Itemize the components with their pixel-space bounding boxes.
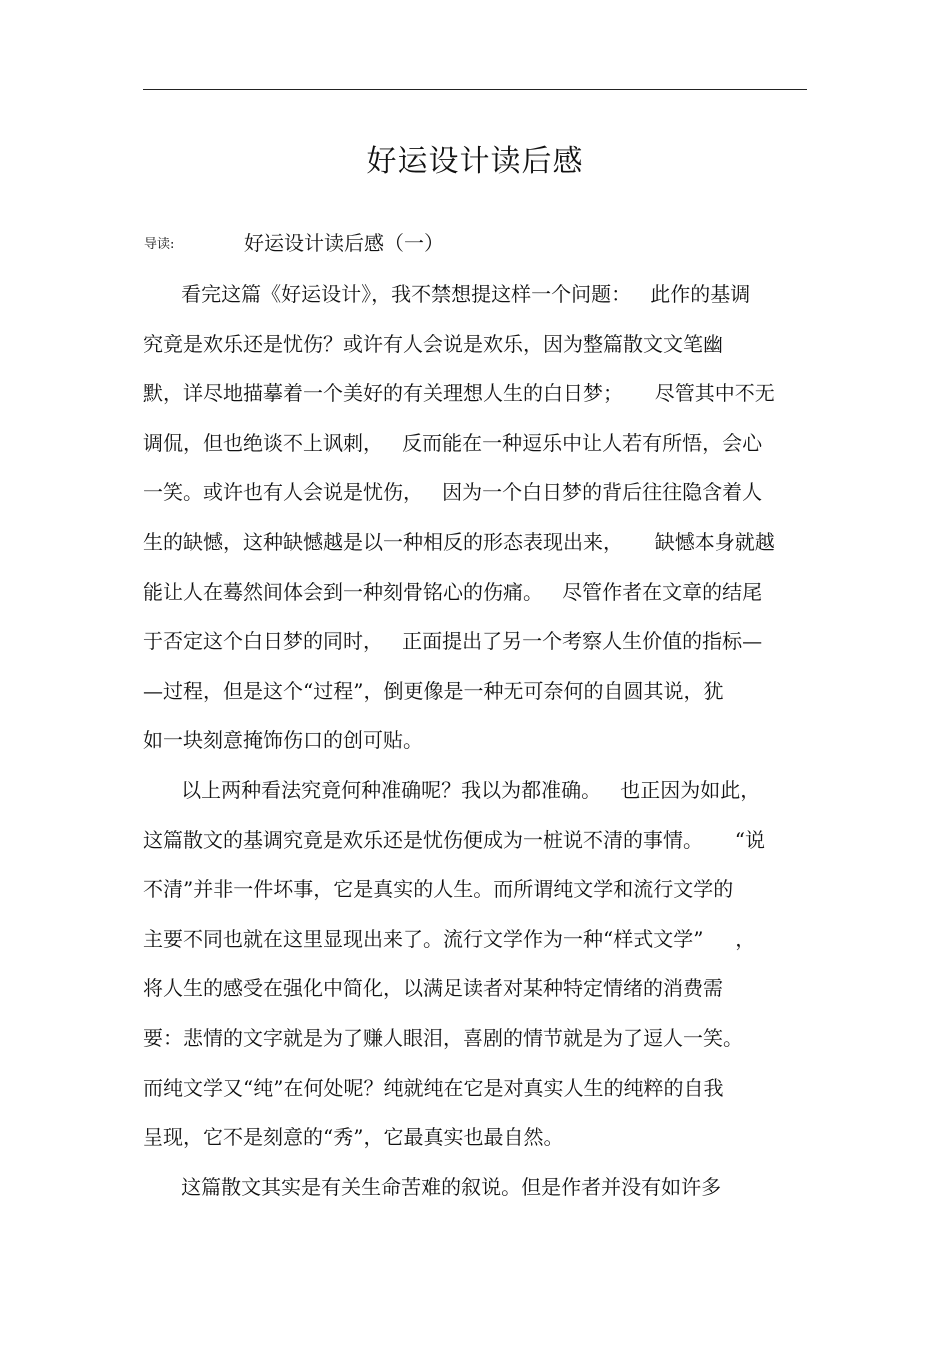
- body-line: 如一块刻意掩饰伤口的创可贴。: [143, 728, 423, 753]
- body-line: 于否定这个白日梦的同时， 正面提出了另一个考察人生价值的指标—: [143, 629, 763, 654]
- body-line: —过程，但是这个“过程”，倒更像是一种无可奈何的自圆其说，犹: [143, 678, 724, 703]
- intro-text: 好运设计读后感（一）: [244, 231, 444, 255]
- intro-label: 导读:: [144, 237, 175, 252]
- body-line: 看完这篇《好运设计》，我不禁想提这样一个问题： 此作的基调: [143, 282, 751, 306]
- body-line: 不清”并非一件坏事，它是真实的人生。而所谓纯文学和流行文学的: [143, 877, 734, 902]
- body-line: 调侃，但也绝谈不上讽刺， 反而能在一种逗乐中让人若有所悟，会心: [143, 430, 763, 455]
- body-line: 一笑。或许也有人会说是忧伤， 因为一个白日梦的背后往往隐含着人: [143, 480, 763, 505]
- body-line: 默，详尽地描摹着一个美好的有关理想人生的白日梦； 尽管其中不无: [143, 381, 775, 406]
- body-line: 而纯文学又“纯”在何处呢？纯就纯在它是对真实人生的纯粹的自我: [143, 1075, 724, 1100]
- body-line: 究竟是欢乐还是忧伤？或许有人会说是欢乐，因为整篇散文文笔幽: [143, 331, 723, 356]
- body-text: [143, 270, 803, 1212]
- body-line: 这篇散文的基调究竟是欢乐还是忧伤便成为一桩说不清的事情。 “说: [143, 827, 766, 852]
- body-line: 将人生的感受在强化中简化，以满足读者对某种特定情绪的消费需: [143, 976, 723, 1001]
- header-rule: [143, 89, 807, 90]
- body-line: 要：悲情的文字就是为了赚人眼泪，喜剧的情节就是为了逗人一笑。: [143, 1025, 743, 1050]
- body-line: 能让人在蓦然间体会到一种刻骨铭心的伤痛。 尽管作者在文章的结尾: [143, 579, 763, 604]
- body-line: 主要不同也就在这里显现出来了。流行文学作为一种“样式文学” ，: [143, 926, 756, 951]
- body-line: 这篇散文其实是有关生命苦难的叙说。但是作者并没有如许多: [143, 1174, 722, 1199]
- body-line: 生的缺憾，这种缺憾越是以一种相反的形态表现出来， 缺憾本身就越: [143, 529, 775, 554]
- body-line: 以上两种看法究竟何种准确呢？我以为都准确。 也正因为如此，: [143, 777, 761, 802]
- body-line: 呈现，它不是刻意的“秀”，它最真实也最自然。: [143, 1125, 564, 1150]
- document-title: 好运设计读后感: [366, 144, 584, 179]
